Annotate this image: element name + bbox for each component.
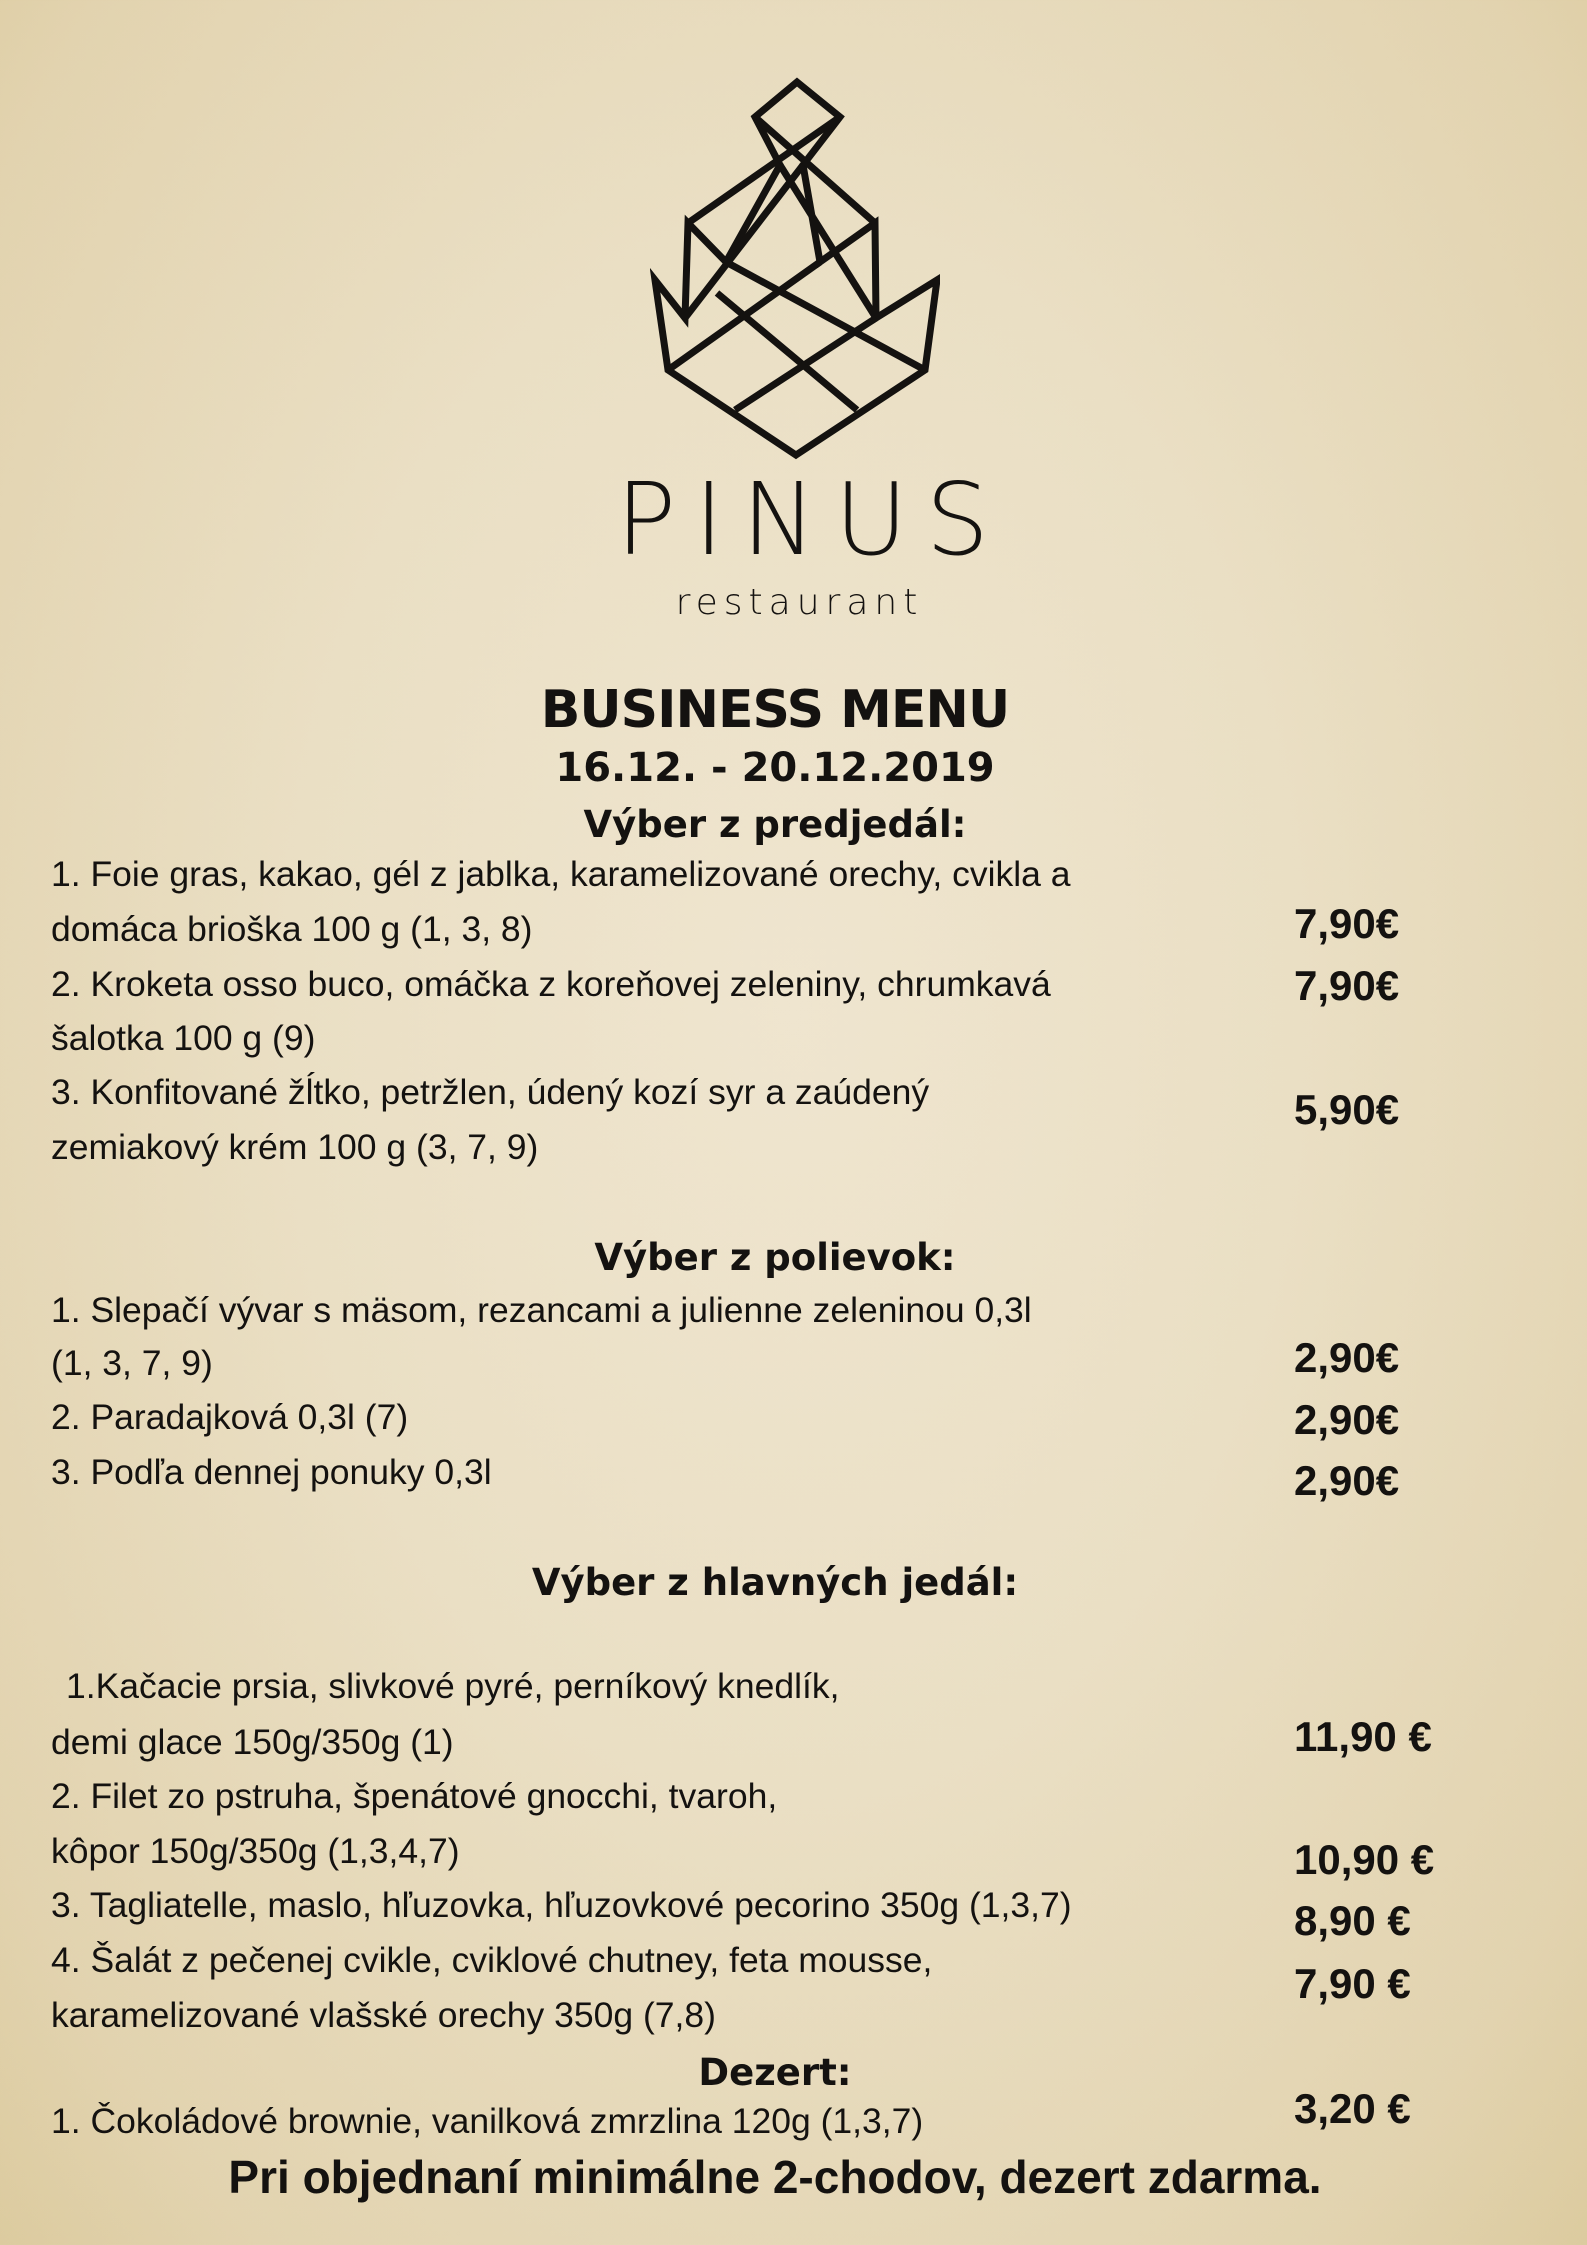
starter-1-price: 7,90€ xyxy=(1294,900,1400,947)
main-1-line2: demi glace 150g/350g (1) xyxy=(51,1722,454,1762)
main-1-price: 11,90 € xyxy=(1294,1713,1432,1760)
pine-cone-logo xyxy=(650,75,940,465)
section-heading-soups: Výber z polievok: xyxy=(594,1236,956,1279)
starter-3-line1: 3. Konfitované žĺtko, petržlen, údený kozí syr a zaúdený xyxy=(51,1072,930,1112)
section-heading-starters: Výber z predjedál: xyxy=(583,803,967,846)
main-3-line1: 3. Tagliatelle, maslo, hľuzovka, hľuzovkové pecorino 350g (1,3,7) xyxy=(51,1885,1072,1925)
section-heading-mains: Výber z hlavných jedál: xyxy=(531,1561,1019,1604)
soup-2-line1: 2. Paradajková 0,3l (7) xyxy=(51,1397,409,1437)
starter-2-line2: šalotka 100 g (9) xyxy=(51,1018,316,1058)
soup-1-price: 2,90€ xyxy=(1294,1334,1400,1381)
soup-1-line1: 1. Slepačí vývar s mäsom, rezancami a julienne zeleninou 0,3l xyxy=(51,1290,1032,1330)
main-3-price: 8,90 € xyxy=(1294,1897,1411,1944)
starter-2-price: 7,90€ xyxy=(1294,962,1400,1009)
main-1-line1: 1.Kačacie prsia, slivkové pyré, perníkový knedlík, xyxy=(66,1666,840,1706)
starter-1-line1: 1. Foie gras, kakao, gél z jablka, karamelizované orechy, cvikla a xyxy=(51,854,1071,894)
brand-subtitle: restaurant xyxy=(675,582,924,623)
menu-title: BUSINESS MENU xyxy=(540,680,1010,740)
soup-1-line2: (1, 3, 7, 9) xyxy=(51,1343,213,1383)
soup-3-line1: 3. Podľa dennej ponuky 0,3l xyxy=(51,1452,492,1492)
main-2-line2: kôpor 150g/350g (1,3,4,7) xyxy=(51,1831,460,1871)
soup-2-price: 2,90€ xyxy=(1294,1396,1400,1443)
section-heading-dessert: Dezert: xyxy=(698,2051,852,2094)
starter-3-price: 5,90€ xyxy=(1294,1086,1400,1133)
starter-3-line2: zemiakový krém 100 g (3, 7, 9) xyxy=(51,1127,539,1167)
main-4-line2: karamelizované vlašské orechy 350g (7,8) xyxy=(51,1995,716,2035)
main-4-price: 7,90 € xyxy=(1294,1960,1411,2007)
menu-dates: 16.12. - 20.12.2019 xyxy=(555,745,995,791)
starter-1-line2: domáca brioška 100 g (1, 3, 8) xyxy=(51,909,533,949)
dessert-1-line1: 1. Čokoládové brownie, vanilková zmrzlina 120g (1,3,7) xyxy=(51,2101,924,2141)
main-4-line1: 4. Šalát z pečenej cvikle, cviklové chutney, feta mousse, xyxy=(51,1940,933,1980)
brand-name: PINUS xyxy=(615,461,1008,578)
dessert-1-price: 3,20 € xyxy=(1294,2085,1411,2132)
starter-2-line1: 2. Kroketa osso buco, omáčka z koreňovej zeleniny, chrumkavá xyxy=(51,964,1051,1004)
footer-note: Pri objednaní minimálne 2-chodov, dezert zdarma. xyxy=(228,2151,1322,2203)
main-2-line1: 2. Filet zo pstruha, špenátové gnocchi, tvaroh, xyxy=(51,1776,778,1816)
soup-3-price: 2,90€ xyxy=(1294,1457,1400,1504)
main-2-price: 10,90 € xyxy=(1294,1836,1435,1883)
